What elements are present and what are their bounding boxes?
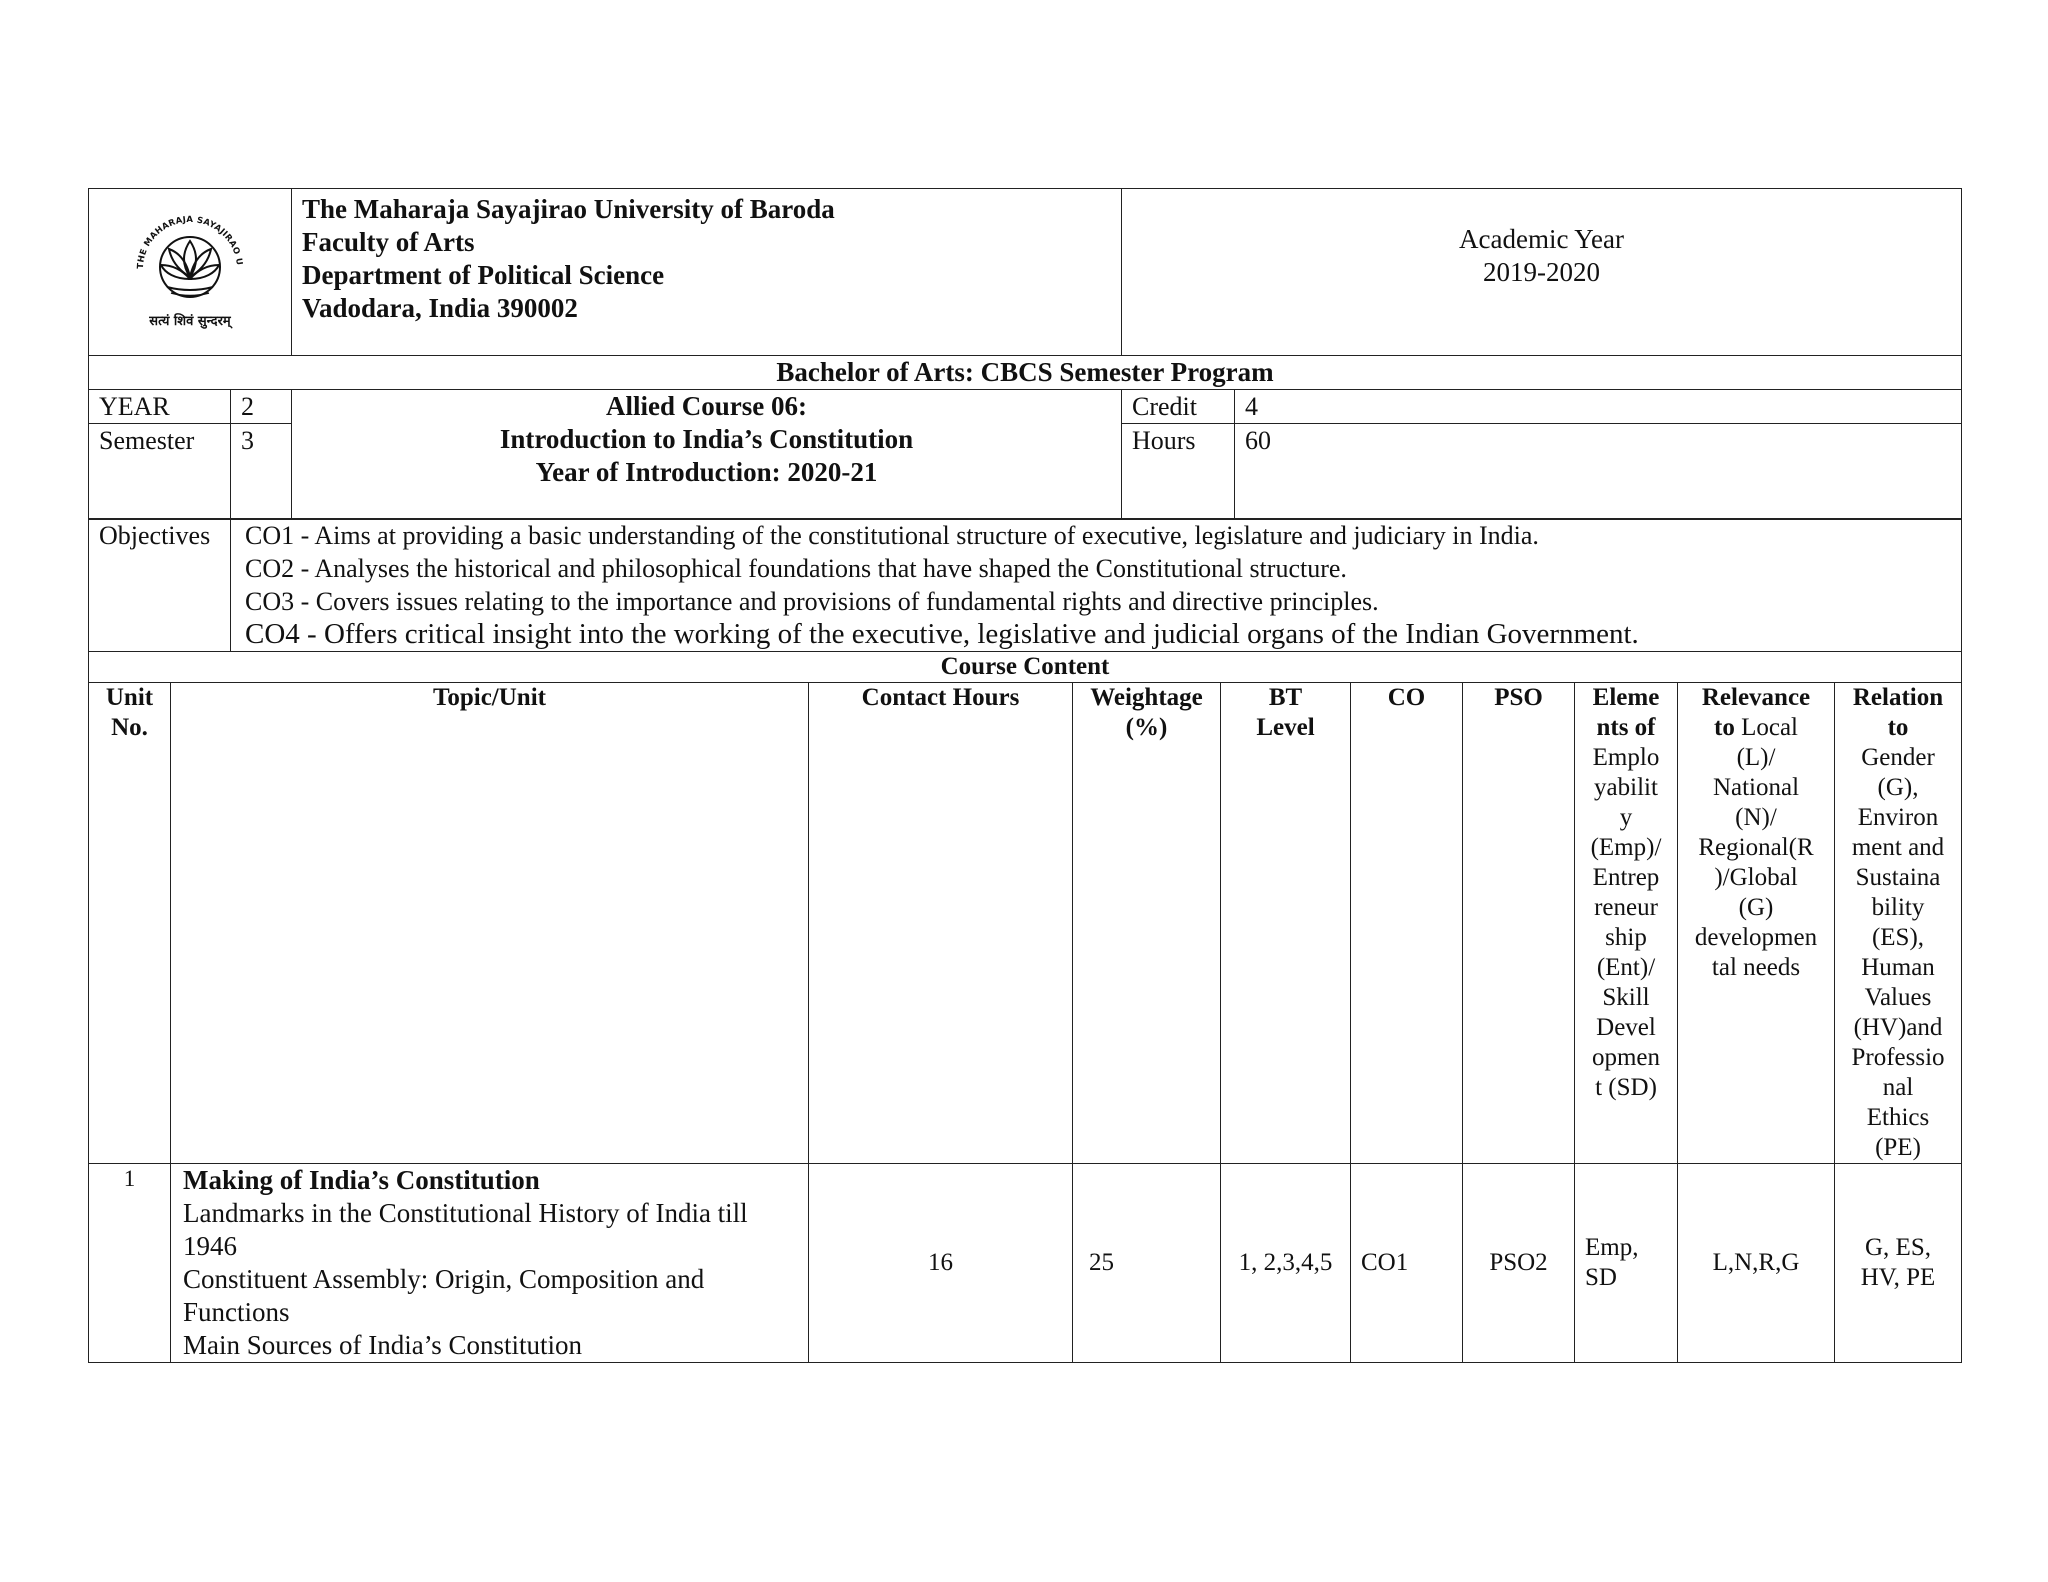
col-relation-r7: Human [1861, 953, 1935, 981]
col-emp-b1: nts of [1596, 713, 1656, 741]
col-relation-r13: (PE) [1875, 1133, 1921, 1161]
col-relation-r2: Environ [1857, 803, 1939, 831]
university-name: The Maharaja Sayajirao University of Baroda [302, 194, 835, 224]
col-pso: PSO [1463, 682, 1575, 1163]
col-contact-hours: Contact Hours [809, 682, 1073, 1163]
objective-co1: CO1 - Aims at providing a basic understanding of the constitutional structure of executive, legislature and judiciary in India. [245, 521, 1539, 551]
course-content-table [88, 651, 1962, 1363]
col-rel-r0: (L)/ [1736, 743, 1776, 771]
unit-number: 1 [89, 1163, 171, 1362]
faculty-name: Faculty of Arts [302, 227, 475, 257]
unit-relevance: L,N,R,G [1678, 1163, 1835, 1362]
university-details [292, 189, 1122, 356]
university-logo-cell [89, 189, 292, 356]
col-emp-r8: Skill [1602, 983, 1650, 1011]
course-title-line2: Introduction to India’s Constitution [499, 424, 914, 454]
unit-topic-title: Making of India’s Constitution [183, 1164, 540, 1195]
col-bt-line1: BT [1268, 683, 1303, 711]
col-emp-r4: Entrep [1592, 863, 1660, 891]
col-relation-r0: Gender [1861, 743, 1935, 771]
course-content-header-row [89, 682, 1962, 1163]
academic-year-label: Academic Year [1459, 224, 1624, 254]
unit-emp-line2: SD [1585, 1263, 1617, 1291]
year-label: YEAR [89, 390, 231, 424]
unit-relation-line1: G, ES, [1865, 1233, 1931, 1261]
university-address: Vadodara, India 390002 [302, 293, 578, 323]
col-co: CO [1351, 682, 1463, 1163]
col-unit-no [89, 682, 171, 1163]
col-emp-r6: ship [1605, 923, 1647, 951]
unit-pso: PSO2 [1463, 1163, 1575, 1362]
unit-bt-level: 1, 2,3,4,5 [1221, 1163, 1351, 1362]
semester-label: Semester [89, 424, 231, 520]
col-rel-r4: )/Global [1714, 863, 1798, 891]
table-row [89, 1163, 1962, 1362]
col-relation-r9: (HV)and [1853, 1013, 1943, 1041]
col-relation-r1: (G), [1877, 773, 1919, 801]
unit-weightage: 25 [1073, 1163, 1221, 1362]
col-relation-r4: Sustaina [1855, 863, 1941, 891]
col-rel-r3: Regional(R [1698, 833, 1814, 861]
seal-ring-text: THE MAHARAJA SAYAJIRAO U [135, 214, 244, 270]
col-relation-r5: bility [1871, 893, 1925, 921]
course-content-title: Course Content [89, 651, 1962, 682]
col-emp-r9: Devel [1596, 1013, 1656, 1041]
unit-co: CO1 [1351, 1163, 1463, 1362]
unit-contact-hours: 16 [809, 1163, 1073, 1362]
col-relation-r6: (ES), [1871, 923, 1925, 951]
unit-emp-line1: Emp, [1585, 1233, 1639, 1261]
program-title: Bachelor of Arts: CBCS Semester Program [89, 356, 1962, 390]
col-emp-r10: opmen [1591, 1043, 1661, 1071]
hours-value: 60 [1235, 424, 1962, 520]
objective-co3: CO3 - Covers issues relating to the importance and provisions of fundamental rights and directive principles. [245, 587, 1379, 617]
col-emp-r11: t (SD) [1595, 1073, 1657, 1101]
semester-value: 3 [231, 424, 292, 520]
col-weightage-line1: Weightage [1090, 683, 1203, 711]
col-relation-r3: ment and [1851, 833, 1945, 861]
unit-topic-item: Landmarks in the Constitutional History of India till 1946 [183, 1197, 748, 1261]
unit-topic-item: Main Sources of India’s Constitution [183, 1329, 582, 1360]
col-emp-r1: yabilit [1594, 773, 1658, 801]
col-rel-first: Local [1741, 713, 1798, 741]
col-bt-line2: Level [1256, 713, 1315, 741]
col-relation-b0: Relation [1852, 683, 1944, 711]
col-relation-r12: Ethics [1866, 1103, 1930, 1131]
course-title [292, 390, 1122, 520]
objective-co4: CO4 - Offers critical insight into the working of the executive, legislative and judicial organs of the Indian Government. [245, 618, 1639, 651]
col-rel-r5: (G) [1738, 893, 1774, 921]
col-relevance [1678, 682, 1835, 1163]
col-unit-no-line1: Unit [105, 683, 154, 711]
col-rel-r6: developmen [1694, 923, 1818, 951]
col-topic: Topic/Unit [171, 682, 809, 1163]
col-relation [1835, 682, 1962, 1163]
col-employability [1575, 682, 1678, 1163]
col-weightage-line2: (%) [1125, 713, 1168, 741]
course-title-line1: Allied Course 06: [606, 391, 807, 421]
col-rel-b0: Relevance [1701, 683, 1811, 711]
academic-year-cell [1122, 189, 1962, 356]
col-emp-r5: reneur [1594, 893, 1658, 921]
col-relation-r10: Professio [1851, 1043, 1945, 1071]
col-rel-r1: National [1712, 773, 1800, 801]
unit-relation-line2: HV, PE [1860, 1263, 1936, 1291]
col-bt-level [1221, 682, 1351, 1163]
objectives-label: Objectives [89, 519, 231, 652]
credit-value: 4 [1235, 390, 1962, 424]
objectives-list [231, 519, 1962, 652]
seal-motto: सत्यं शिवं सुन्दरम् [149, 314, 231, 329]
col-relation-r8: Values [1864, 983, 1932, 1011]
objective-co2: CO2 - Analyses the historical and philosophical foundations that have shaped the Constitutional structure. [245, 554, 1347, 584]
course-title-line3: Year of Introduction: 2020-21 [535, 457, 878, 487]
department-name: Department of Political Science [302, 260, 665, 290]
col-emp-r3: (Emp)/ [1590, 833, 1662, 861]
objectives-table [88, 518, 1962, 652]
col-relation-b1: to [1887, 713, 1909, 741]
col-emp-r2: y [1619, 803, 1633, 831]
col-rel-r7: tal needs [1711, 953, 1801, 981]
col-emp-b0: Eleme [1592, 683, 1660, 711]
course-header-table [88, 188, 1962, 520]
col-emp-r0: Emplo [1592, 743, 1660, 771]
col-relation-r11: nal [1882, 1073, 1914, 1101]
hours-label: Hours [1122, 424, 1235, 520]
col-unit-no-line2: No. [111, 713, 148, 741]
unit-topic [171, 1163, 809, 1362]
unit-relation [1835, 1163, 1962, 1362]
col-rel-b1: to [1714, 713, 1735, 741]
col-weightage [1073, 682, 1221, 1163]
year-value: 2 [231, 390, 292, 424]
col-rel-r2: (N)/ [1735, 803, 1777, 831]
unit-topic-item: Constituent Assembly: Origin, Composition and Functions [183, 1263, 705, 1327]
credit-label: Credit [1122, 390, 1235, 424]
university-seal-icon [125, 203, 255, 333]
academic-year-value: 2019-2020 [1483, 257, 1600, 287]
unit-employability [1575, 1163, 1678, 1362]
col-emp-r7: (Ent)/ [1596, 953, 1656, 981]
syllabus-page [88, 188, 1962, 1363]
